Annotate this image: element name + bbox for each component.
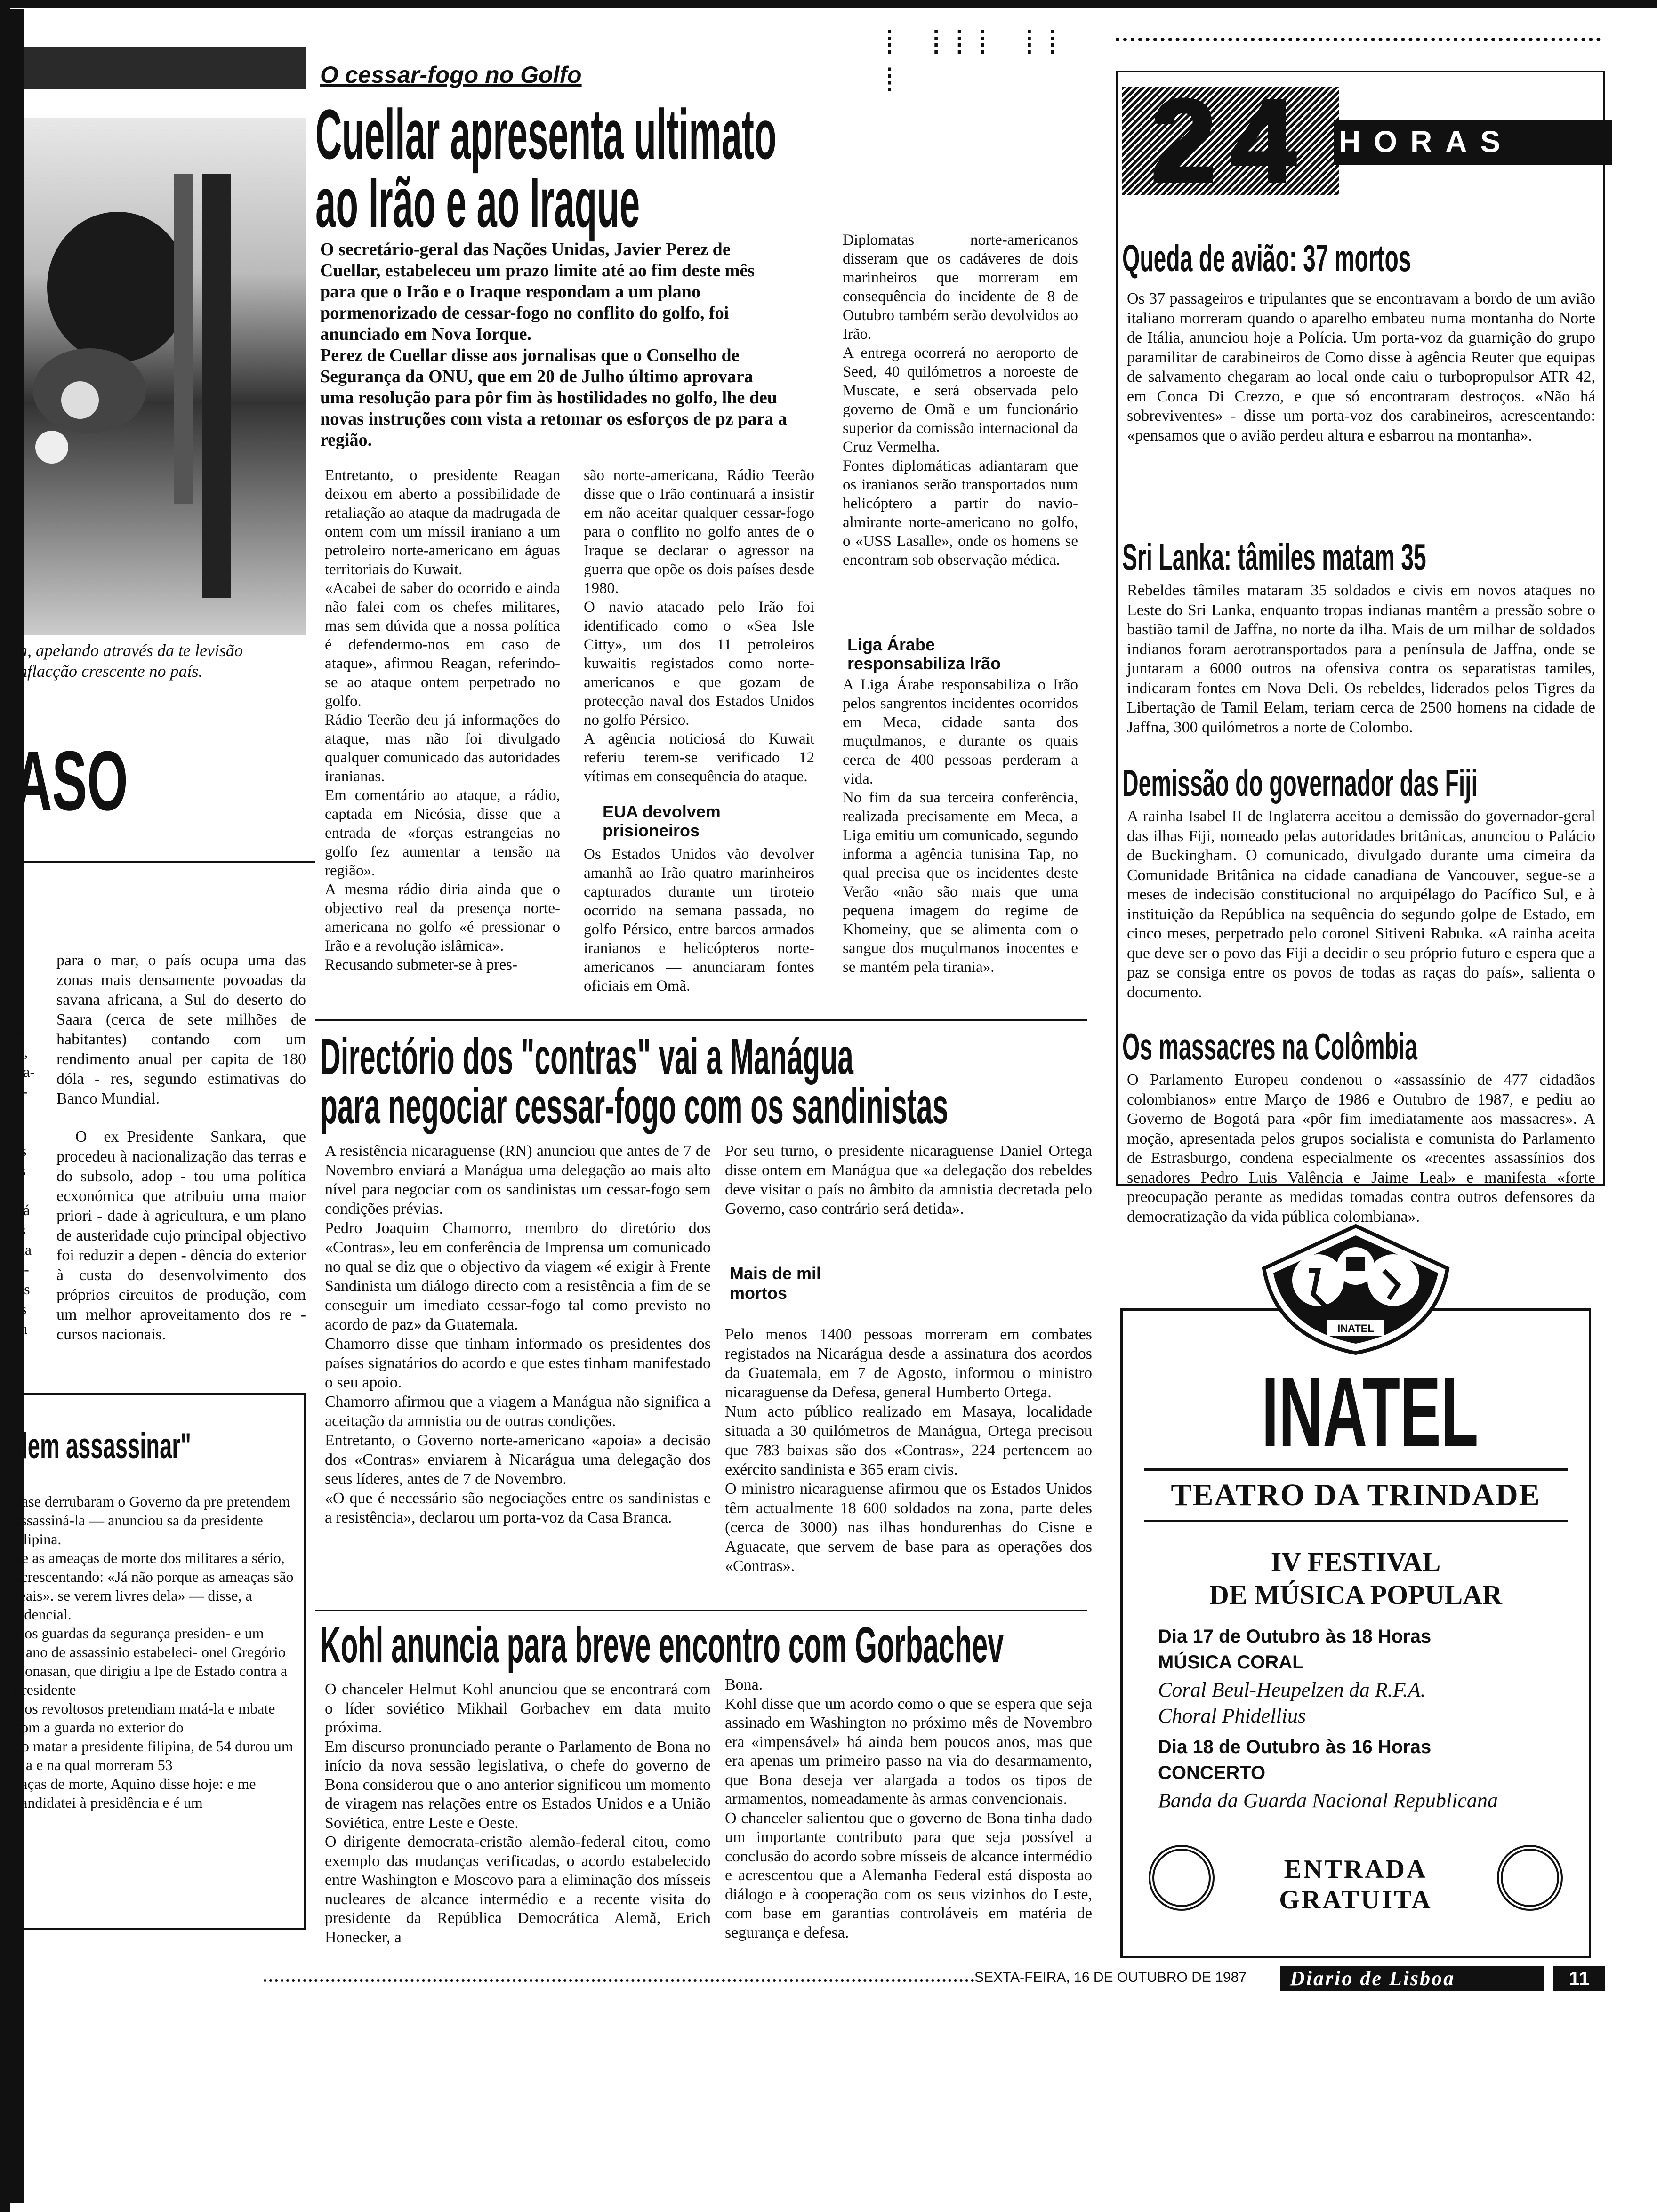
margin-fragment: os xyxy=(13,1142,27,1159)
left-headline-fragment: ASO xyxy=(14,734,128,828)
margin-fragment: las xyxy=(13,1281,30,1298)
margin-fragment: stá xyxy=(13,1202,30,1218)
festival-line-1: IV FESTIVAL xyxy=(1271,1547,1441,1577)
golfo-sub-eua: EUA devolvem prisioneiros xyxy=(603,802,721,840)
ad-day-2-date: Dia 18 de Outubro às 16 Horas xyxy=(1158,1737,1432,1757)
margin-fragment: e xyxy=(13,1182,20,1199)
horas-item-title-2: Sri Lanka: tâmiles matam 35 xyxy=(1122,536,1426,578)
margin-fragment: da xyxy=(13,1320,28,1337)
contras-sub: Mais de mil mortos xyxy=(730,1264,821,1303)
ad-day-2-line-1: Banda da Guarda Nacional Republicana xyxy=(1158,1789,1498,1812)
ad-day-1-date: Dia 17 de Outubro às 18 Horas xyxy=(1158,1626,1432,1647)
margin-fragment: es xyxy=(13,1162,26,1179)
top-scan-edge xyxy=(0,0,1657,8)
page-number: 11 xyxy=(1569,1967,1590,1989)
contras-headline-2: para negociar cessar-fogo com os sandinistas xyxy=(320,1077,949,1134)
golfo-lead: O secretário-geral das Nações Unidas, Javier Perez de Cuellar, estabeleceu um prazo limite até ao fim deste mês para que o Irão e o Iraque respondam a um plano pormenorizado de cessar-fogo no conflito do golfo, foi anunciado em Nova Iorque. Perez de Cuellar disse aos jornalisas que o Conselho de Segurança da ONU, que em 20 de Julho último aprovara uma resolução para pôr fim às hostilidades no golfo, lhe deu novas instruções com vista a retomar os esforços de pz para a região. xyxy=(320,240,787,450)
golfo-col-3b: A Liga Árabe responsabiliza o Irão pelos sangrentos incidentes ocorridos em Meca, cidade santa dos muçulmanos, e durante os quais cerca de 400 pessoas perderam a vida. No fim da sua terceira conferência, realizada precisamente em Meca, a Liga emitiu um comunicado, segundo informa a agência tunisina Tap, no qual precisa que os incidentes deste Verão «não são mais que uma pequena imagem do regime de Khomeiny, que se alimenta com o sangue dos muçulmanos inocentes e se mantém pela tirania». xyxy=(843,676,1078,976)
contras-top-rule xyxy=(315,1019,1087,1021)
margin-fragment: i- xyxy=(13,1122,23,1139)
horas-big-number: 24 xyxy=(1122,87,1339,195)
kohl-col-2: Bona. Kohl disse que um acordo como o que se espera que seja assinado em Washington no próximo mês de Novembro era «impensável» há ainda bem poucos anos, mas que era apenas um primeiro passo na via do desarmamento, que Bona deseja ver alargada a todos os tipos de armamentos, nomeadamente às armas convencionais. O chanceler salientou que o governo de Bona tinha dado um importante contributo para que seja possível a conclusão do acordo sobre mísseis de alcance intermédio e acrescentou que a Alemanha Federal está disposta ao diálogo e à cooperação com os seus vizinhos do Leste, com base em garantias controláveis em matéria de segurança e defesa. xyxy=(725,1676,1092,1941)
horas-item-text-1: Os 37 passageiros e tripulantes que se encontravam a bordo de um avião italiano morreram quando o aparelho embateu numa montanha do Norte de Itália, anunciou hoje a Polícia. Um porta-voz da guarnição do grupo paramilitar de carabineiros de Como disse à agência Reuter que equipas de salvamento chegaram ao local onde caiu o turbopropulsor ATR 42, em Conca Di Crezzo, e que só encontraram destroços. «Não há sobreviventes» - disse um porta-voz dos carabineiros, acrescentando: «pensamos que o avião perdeu altura e esbarrou na montanha». xyxy=(1127,290,1595,444)
inatel-ad xyxy=(1120,1224,1601,1958)
inatel-logo-text: INATEL xyxy=(1337,1322,1374,1334)
top-scribble: ⁞ ⁞⁞⁞ ⁞⁞ ⁞ xyxy=(885,24,1071,98)
inatel-brand: INATEL xyxy=(1262,1356,1479,1467)
ad-day-2-type: CONCERTO xyxy=(1158,1763,1266,1783)
margin-fragment: es xyxy=(13,1221,26,1238)
left-margin-fragments xyxy=(13,1002,46,1338)
left-photo-caption: in, apelando através da te levisão inflacção crescente no país. xyxy=(14,641,243,681)
golfo-col-2b: Os Estados Unidos vão devolver amanhã ao Irão quatro marinheiros capturados durante um tiroteio ocorrido na semana passada, no golfo Pérsico, entre barcos armados iranianos e helicópteros norte-americanos — anunciaram fontes oficiais em Omã. xyxy=(584,846,814,994)
ad-ornament-right xyxy=(1497,1845,1563,1911)
ad-entry-line-1: ENTRADA xyxy=(1284,1855,1428,1884)
inatel-logo-icon xyxy=(1257,1224,1455,1355)
kohl-top-rule xyxy=(315,1610,1087,1611)
footer-date: SEXTA-FEIRA, 16 DE OUTUBRO DE 1987 xyxy=(974,1970,1247,1985)
golfo-col-2a: são norte-americana, Rádio Teerão disse que o Irão continuará a insistir em não aceitar qualquer cessar-fogo para o conflito no golfo antes de o Iraque se declarar o agressor na guerra que opõe os dois países desde 1980. O navio atacado pelo Irão foi identificado como o «Sea Isle Citty», um dos 11 petroleiros kuwaitis registados como norte-americanos e que gozam de protecção naval dos Estados Unidos no golfo Pérsico. A agência noticiosá do Kuwait referiu terem-se verificado 12 vítimas em consequência do ataque. xyxy=(584,467,814,785)
left-headline-2: dem assassinar" xyxy=(14,1426,191,1466)
ad-day-1-line-2: Choral Phidellius xyxy=(1158,1704,1306,1727)
golfo-col-3a: Diplomatas norte-americanos disseram que os cadáveres de dois marinheiros que morreram em consequência do incidente de 8 de Outubro também serão devolvidos ao Irão. A entrega ocorrerá no aeroporto de Seed, 40 quilómetros a noroeste de Muscate, e será observada pelo governo de Omã e um funcionário superior da comissão internacional da Cruz Vermelha. Fontes diplomáticas adiantaram que os iranianos serão transportados num helicóptero a partir do navio-almirante norte-americano no golfo, o «USS Lasalle», onde os homens se encontram sob observação médica. xyxy=(843,232,1078,569)
left-photo-figure xyxy=(24,118,306,635)
left-text-block-1: para o mar, o país ocupa uma das zonas mais densamente povoadas da savana africana, a Sul do deserto do Saara (cerca de sete milhões de habitantes) contando com um rendimento anual per capita de 180 dóla - res, segundo estimativas do Banco Mundial. xyxy=(56,952,306,1107)
inatel-venue: TEATRO DA TRINDADE xyxy=(1144,1468,1568,1522)
golfo-sub-liga: Liga Árabe responsabiliza Irão xyxy=(847,635,1001,673)
horas-box xyxy=(1116,71,1605,1226)
contras-col-2b: Pelo menos 1400 pessoas morreram em combates registados na Nicarágua desde a assinatura dos acordos da Guatemala, em 7 de Agosto, informou o ministro nicaraguense da Defesa, general Humberto Ortega. Num acto público realizado em Masaya, localidade situada a 30 quilómetros de Manágua, Ortega precisou que 783 baixas são dos «Contras», 224 pertencem ao exército sandinista e 365 eram civis. O ministro nicaraguense afirmou que os Estados Unidos têm actualmente 18 600 soldados na zona, parte deles (cerca de 3000) nas ilhas hondurenhas do Cisne e Aguacate, que servem de base para as operações dos «Contras». xyxy=(725,1326,1092,1575)
margin-fragment: a- xyxy=(13,1004,25,1021)
festival-line-2: DE MÚSICA POPULAR xyxy=(1209,1579,1502,1610)
kohl-headline: Kohl anuncia para breve encontro com Gorbachev xyxy=(320,1616,1004,1673)
left-text-block-2: O ex–Presidente Sankara, que procedeu à nacionalização das terras e do subsolo, adop - tou uma política ecxonómica que atribuiu uma maior priori - dade à agricultura, e um plano de austeridade cujo principal objectivo foi reduzir a depen - dência do exterior à custa do desenvolvimento dos próprios circuitos de produção, com um melhor aproveitamento dos re - cursos nacionais. xyxy=(56,1128,306,1343)
contras-headline-1: Directório dos "contras" vai a Manágua xyxy=(320,1028,853,1085)
margin-fragment: ma xyxy=(13,1241,32,1258)
margin-fragment: sta- xyxy=(13,1063,35,1080)
left-text-block-3: uase derrubaram o Governo da pre pretendem assassiná-la — anunciou sa da presidente filipina. ue as ameaças de morte dos militares a sério, acrescentando: «Já não porque as ameaças são reais». se verem livres dela» — disse, a sidencial. e os guardas da segurança presiden- e um plano de assassinio estabeleci- onel Gregório Honasan, que dirigiu a lpe de Estado contra a presidente e os revoltosos pretendiam matá-la e mbate com a guarda no exterior do do matar a presidente filipina, de 54 durou um dia e na qual morreram 53 eaças de morte, Aquino disse hoje: e me candidatei à presidência e é um xyxy=(14,1493,294,1811)
golfo-kicker: O cessar-fogo no Golfo xyxy=(320,62,582,88)
margin-fragment: a- xyxy=(13,1024,25,1041)
horas-banner xyxy=(1122,75,1602,206)
margin-fragment: n xyxy=(13,1103,21,1120)
footer-dots xyxy=(264,1979,974,1984)
margin-fragment: os xyxy=(13,1300,27,1317)
horas-item-text-2: Rebeldes tâmiles mataram 35 soldados e civis em novos ataques no Leste do Sri Lanka, enquanto tropas indianas mantêm a pressão sobre o bastião tamil de Jaffna, no norte da ilha. Mais de um milhar de soldados indianos foram aerotransportados para a península de Jaffna, onde se juntaram a 6000 outros na ofensiva contra os separatistas tamiles, indicaram fontes em Nova Deli. Os rebeldes, liderados pelos Tigres da Libertação de Tamil Eelam, teriam cerca de 2500 homens na cidade de Jaffna, 300 quilómetros a norte de Colombo. xyxy=(1127,582,1595,736)
horas-item-text-3: A rainha Isabel II de Inglaterra aceitou a demissão do governador-geral das ilhas Fiji, nomeado pelas autoridades britânicas, anunciou o Palácio de Buckingham. O comunicado, divulgado durante uma cimeira da Comunidade Britânica na cidade canadiana de Vancouver, segue-se a meses de indecisão constitucional no arquipélago do Pacífico Sul, e à instituição da República na sequência do segundo golpe de Estado, em cinco meses, perpetrado pelo coronel Sitiveni Rabuka. «A rainha aceita que deve ser o povo das Fiji a decidir o seu próprio futuro e espera que a paz se consiga entre os povos de todas as raças do país», salienta o documento. xyxy=(1127,808,1595,1001)
left-photo xyxy=(24,118,306,635)
left-scan-edge xyxy=(0,0,10,2212)
contras-col-1: A resistência nicaraguense (RN) anunciou que antes de 7 de Novembro enviará a Manágua uma delegação ao mais alto nível para negociar com os sandinistas um cessar-fogo sem condições prévias. Pedro Joaquim Chamorro, membro do diretório dos «Contras», leu em conferência de Imprensa um comunicado no qual se diz que o objectivo da viagem «é exigir à Frente Sandinista um diálogo directo com a resistência a fim de se conseguir um imediato cessar-fogo tal como previsto no acordo de paz» da Guatemala. Chamorro disse que tinham informado os presidentes dos países signatários do acordo e que estes tinham manifestado o seu apoio. Chamorro afirmou que a viagem a Manágua não significa a aceitação da amnistia ou de outras condições. Entretanto, o Governo norte-americano «apoia» a decisão dos «Contras» enviarem à Nicarágua uma delegação dos seus líderes, antes de 7 de Novembro. «O que é necessário são negociações entre os sandinistas e a resistência», declarou um porta-voz da Casa Branca. xyxy=(325,1142,711,1526)
margin-fragment: le- xyxy=(13,1261,29,1278)
horas-item-title-1: Queda de avião: 37 mortos xyxy=(1122,237,1411,279)
golfo-col-1: Entretanto, o presidente Reagan deixou em aberto a possibilidade de retaliação ao ataque da madrugada de ontem com um míssil iraniano a um petroleiro norte-americano em águas territoriais do Kuwait. «Acabei de saber do ocorrido e ainda não falei com os chefes militares, mas sem dúvida que a nossa política é defendermo-nos em caso de ataque», afirmou Reagan, referindo-se ao ataque ontem perpetrado no golfo. Rádio Teerão deu já informações do ataque, mas não foi divulgado qualquer comunicado das autoridades iranianas. Em comentário ao ataque, a rádio, captada em Nicósia, disse que a entrada de «forças estrangeias no golfo fez aumentar a tensão na região». A mesma rádio diria ainda que o objectivo real da presença norte-americana no golfo «é pressionar o Irão e a revolução islâmica». Recusando submeter-se à pres- xyxy=(325,467,560,973)
golfo-headline-2: ao Irão e ao Iraque xyxy=(315,163,640,242)
golfo-headline-1: Cuellar apresenta ultimato xyxy=(315,95,777,174)
top-dots xyxy=(1116,38,1601,47)
footer-paper-name: Diario de Lisboa xyxy=(1290,1967,1456,1990)
ad-day-1-line-1: Coral Beul-Heupelzen da R.F.A. xyxy=(1158,1678,1426,1701)
horas-label: HORAS xyxy=(1339,125,1514,159)
left-header-bar xyxy=(24,47,306,89)
horas-item-text-4: O Parlamento Europeu condenou o «assassínio de 477 cidadãos colombianos» entre Março de 1986 e Outubro de 1987, e pediu ao Governo de Bogotá para «pôr fim imediatamente aos massacres». A moção, apresentada pelos grupos socialista e comunista do Parlamento de Estrasburgo, condena especialmente os «recentes assassínios dos senadores Pedro Luis Valência e Jaime Leal» e manifesta «forte preocupação perante as medidas tomadas contra outros defensores da democratização da vida pública colombiana». xyxy=(1127,1071,1595,1226)
left-rule-1 xyxy=(14,861,315,863)
contras-col-2a: Por seu turno, o presidente nicaraguense Daniel Ortega disse ontem em Manágua que «a delegação dos rebeldes deve visitar o país no âmbito da amnistia decretada pelo Governo, caso contrário será detida». xyxy=(725,1142,1092,1218)
ad-ornament-left xyxy=(1149,1845,1215,1911)
margin-fragment: al, xyxy=(13,1043,28,1060)
horas-item-title-4: Os massacres na Colômbia xyxy=(1122,1026,1417,1067)
kohl-col-1: O chanceler Helmut Kohl anunciou que se encontrará com o líder soviético Mikhail Gorbachev em data muito próxima. Em discurso pronunciado perante o Parlamento de Bona no início da nova sessão legislativa, o chefe do governo de Bona considerou que o ano anterior significou um momento de viragem nas relações entre os Estados Unidos e a União Soviética, entre Leste e Oeste. O dirigente democrata-cristão alemão-federal citou, como exemplo das mudanças verificadas, o acordo estabelecido entre Washington e Moscovo para a eliminação dos mísseis nucleares de alcance intermédio e a recente visita do presidente da República Democrática Alemã, Erich Honecker, a xyxy=(325,1681,711,1946)
margin-fragment: ri- xyxy=(13,1083,28,1100)
ad-entry-line-2: GRATUITA xyxy=(1279,1885,1432,1915)
ad-day-1-type: MÚSICA CORAL xyxy=(1158,1652,1304,1673)
horas-item-title-3: Demissão do governador das Fiji xyxy=(1122,762,1478,804)
